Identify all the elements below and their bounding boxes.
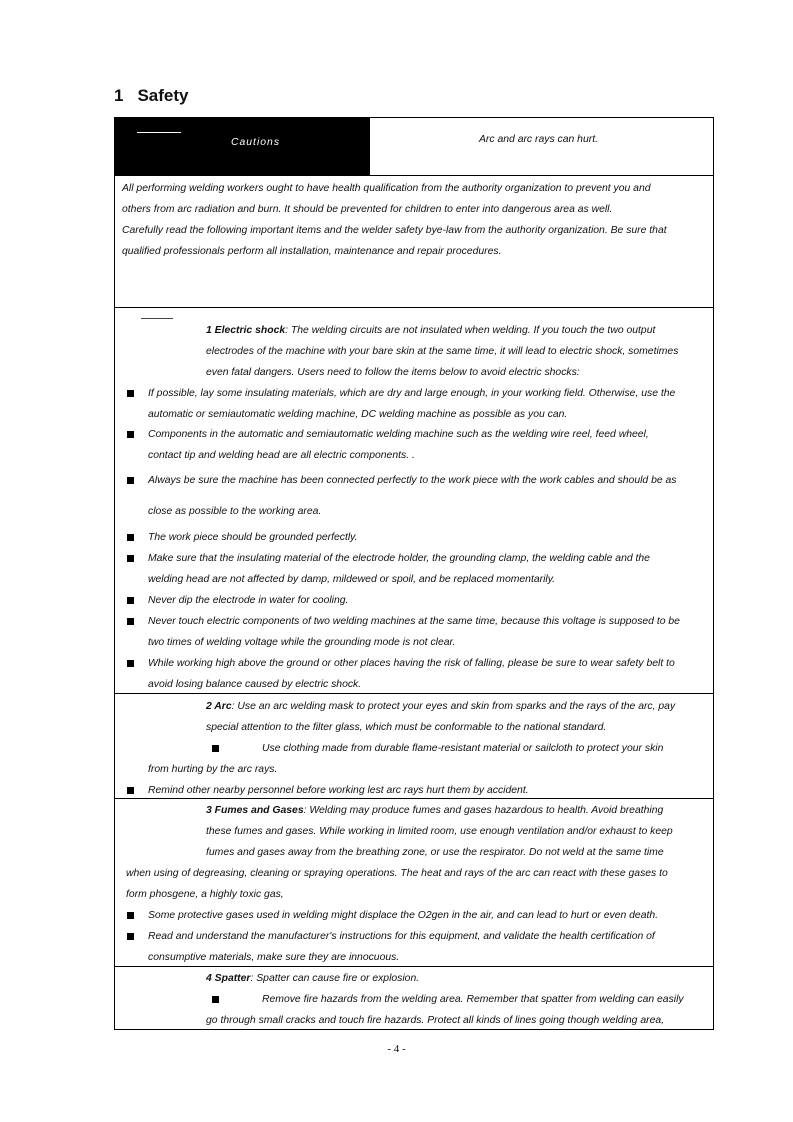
intro-box xyxy=(114,175,714,308)
bullet-square-icon xyxy=(127,933,134,940)
electric-intro-line: 1 Electric shock: The welding circuits are not insulated when welding. If you touch the two output xyxy=(206,325,656,336)
bullet-text: avoid losing balance caused by electric shock. xyxy=(148,679,362,690)
page-number: - 4 - xyxy=(387,1043,406,1055)
fumes-intro-line: when using of degreasing, cleaning or spraying operations. The heat and rays of the arc can react with these gases to xyxy=(126,868,668,879)
bullet-square-icon xyxy=(127,477,134,484)
bullet-text: While working high above the ground or other places having the risk of falling, please be sure to wear safety belt to xyxy=(148,658,675,669)
bullet-square-icon xyxy=(127,618,134,625)
intro-line: All performing welding workers ought to have health qualification from the authority organization to prevent you and xyxy=(122,183,651,194)
bullet-square-icon xyxy=(212,745,219,752)
bullet-square-icon xyxy=(127,597,134,604)
cautions-box xyxy=(114,117,714,176)
bullet-text: welding head are not affected by damp, mildewed or spoil, and be replaced momentarily. xyxy=(148,574,556,585)
bullet-square-icon xyxy=(127,431,134,438)
bullet-square-icon xyxy=(127,660,134,667)
bullet-text: Use clothing made from durable flame-resistant material or sailcloth to protect your skin xyxy=(262,743,664,754)
arc-box xyxy=(114,693,714,799)
arc-title: 2 Arc xyxy=(206,701,232,712)
bullet-square-icon xyxy=(212,996,219,1003)
bullet-text: Some protective gases used in welding might displace the O2gen in the air, and can lead to hurt or even death. xyxy=(148,910,659,921)
arc-intro-line: special attention to the filter glass, which must be conformable to the national standard. xyxy=(206,722,607,733)
section-title: Safety xyxy=(137,86,189,105)
bullet-text: Never dip the electrode in water for cooling. xyxy=(148,595,349,606)
intro-line: qualified professionals perform all installation, maintenance and repair procedures. xyxy=(122,246,502,257)
bullet-text: two times of welding voltage while the grounding mode is not clear. xyxy=(148,637,456,648)
spatter-title: 4 Spatter xyxy=(206,973,251,984)
bullet-text: The work piece should be grounded perfectly. xyxy=(148,532,358,543)
bullet-square-icon xyxy=(127,912,134,919)
spatter-intro-line: 4 Spatter: Spatter can cause fire or explosion. xyxy=(206,973,420,984)
fumes-intro-line: fumes and gases away from the breathing zone, or use the respirator. Do not weld at the same time xyxy=(206,847,664,858)
bullet-text: contact tip and welding head are all electric components. . xyxy=(148,450,415,461)
electric-intro-line: electrodes of the machine with your bare skin at the same time, it will lead to electric shock, sometimes xyxy=(206,346,679,357)
fumes-title: 3 Fumes and Gases xyxy=(206,805,304,816)
bullet-text: If possible, lay some insulating materials, which are dry and large enough, in your working field. Otherwise, use the xyxy=(148,388,676,399)
section-number: 1 xyxy=(114,86,124,105)
intro-line: others from arc radiation and burn. It should be prevented for children to enter into dangerous area as well. xyxy=(122,204,613,215)
bullet-text: close as possible to the working area. xyxy=(148,506,322,517)
fumes-intro-line: form phosgene, a highly toxic gas, xyxy=(126,889,284,900)
bullet-text: Read and understand the manufacturer's instructions for this equipment, and validate the health certification of xyxy=(148,931,655,942)
fumes-intro-line: these fumes and gases. While working in limited room, use enough ventilation and/or exhaust to keep xyxy=(206,826,673,837)
bullet-square-icon xyxy=(127,390,134,397)
bullet-text: Never touch electric components of two welding machines at the same time, because this voltage is supposed to be xyxy=(148,616,680,627)
bullet-text: Make sure that the insulating material of the electrode holder, the grounding clamp, the welding cable and the xyxy=(148,553,650,564)
electric-title: 1 Electric shock xyxy=(206,325,286,336)
bullet-text: automatic or semiautomatic welding machine, DC welding machine as possible as you can. xyxy=(148,409,568,420)
arc-intro-line: 2 Arc: Use an arc welding mask to protect your eyes and skin from sparks and the rays of the arc, pay xyxy=(206,701,676,712)
cautions-text: Arc and arc rays can hurt. xyxy=(479,134,598,145)
spatter-box xyxy=(114,966,714,1030)
decorative-line xyxy=(141,318,173,319)
cautions-label: Cautions xyxy=(231,137,281,148)
decorative-line xyxy=(137,132,181,133)
fumes-box xyxy=(114,798,714,967)
bullet-text: Remove fire hazards from the welding area. Remember that spatter from welding can easily xyxy=(262,994,684,1005)
bullet-text: Components in the automatic and semiautomatic welding machine such as the welding wire reel, feed wheel, xyxy=(148,429,649,440)
bullet-text: Always be sure the machine has been connected perfectly to the work piece with the work cables and should be as xyxy=(148,475,677,486)
electric-intro-line: even fatal dangers. Users need to follow the items below to avoid electric shocks: xyxy=(206,367,580,378)
bullet-text: Remind other nearby personnel before working lest arc rays hurt them by accident. xyxy=(148,785,529,796)
electric-shock-box xyxy=(114,307,714,694)
intro-line: Carefully read the following important items and the welder safety bye-law from the authority organization. Be sure that xyxy=(122,225,667,236)
bullet-square-icon xyxy=(127,787,134,794)
bullet-text: consumptive materials, make sure they are innocuous. xyxy=(148,952,400,963)
bullet-square-icon xyxy=(127,555,134,562)
bullet-text: go through small cracks and touch fire hazards. Protect all kinds of lines going though welding area, xyxy=(206,1015,665,1026)
bullet-text: from hurting by the arc rays. xyxy=(148,764,278,775)
bullet-square-icon xyxy=(127,534,134,541)
cautions-divider xyxy=(369,118,370,176)
section-heading xyxy=(114,86,189,106)
fumes-intro-line: 3 Fumes and Gases: Welding may produce fumes and gases hazardous to health. Avoid breathing xyxy=(206,805,664,816)
